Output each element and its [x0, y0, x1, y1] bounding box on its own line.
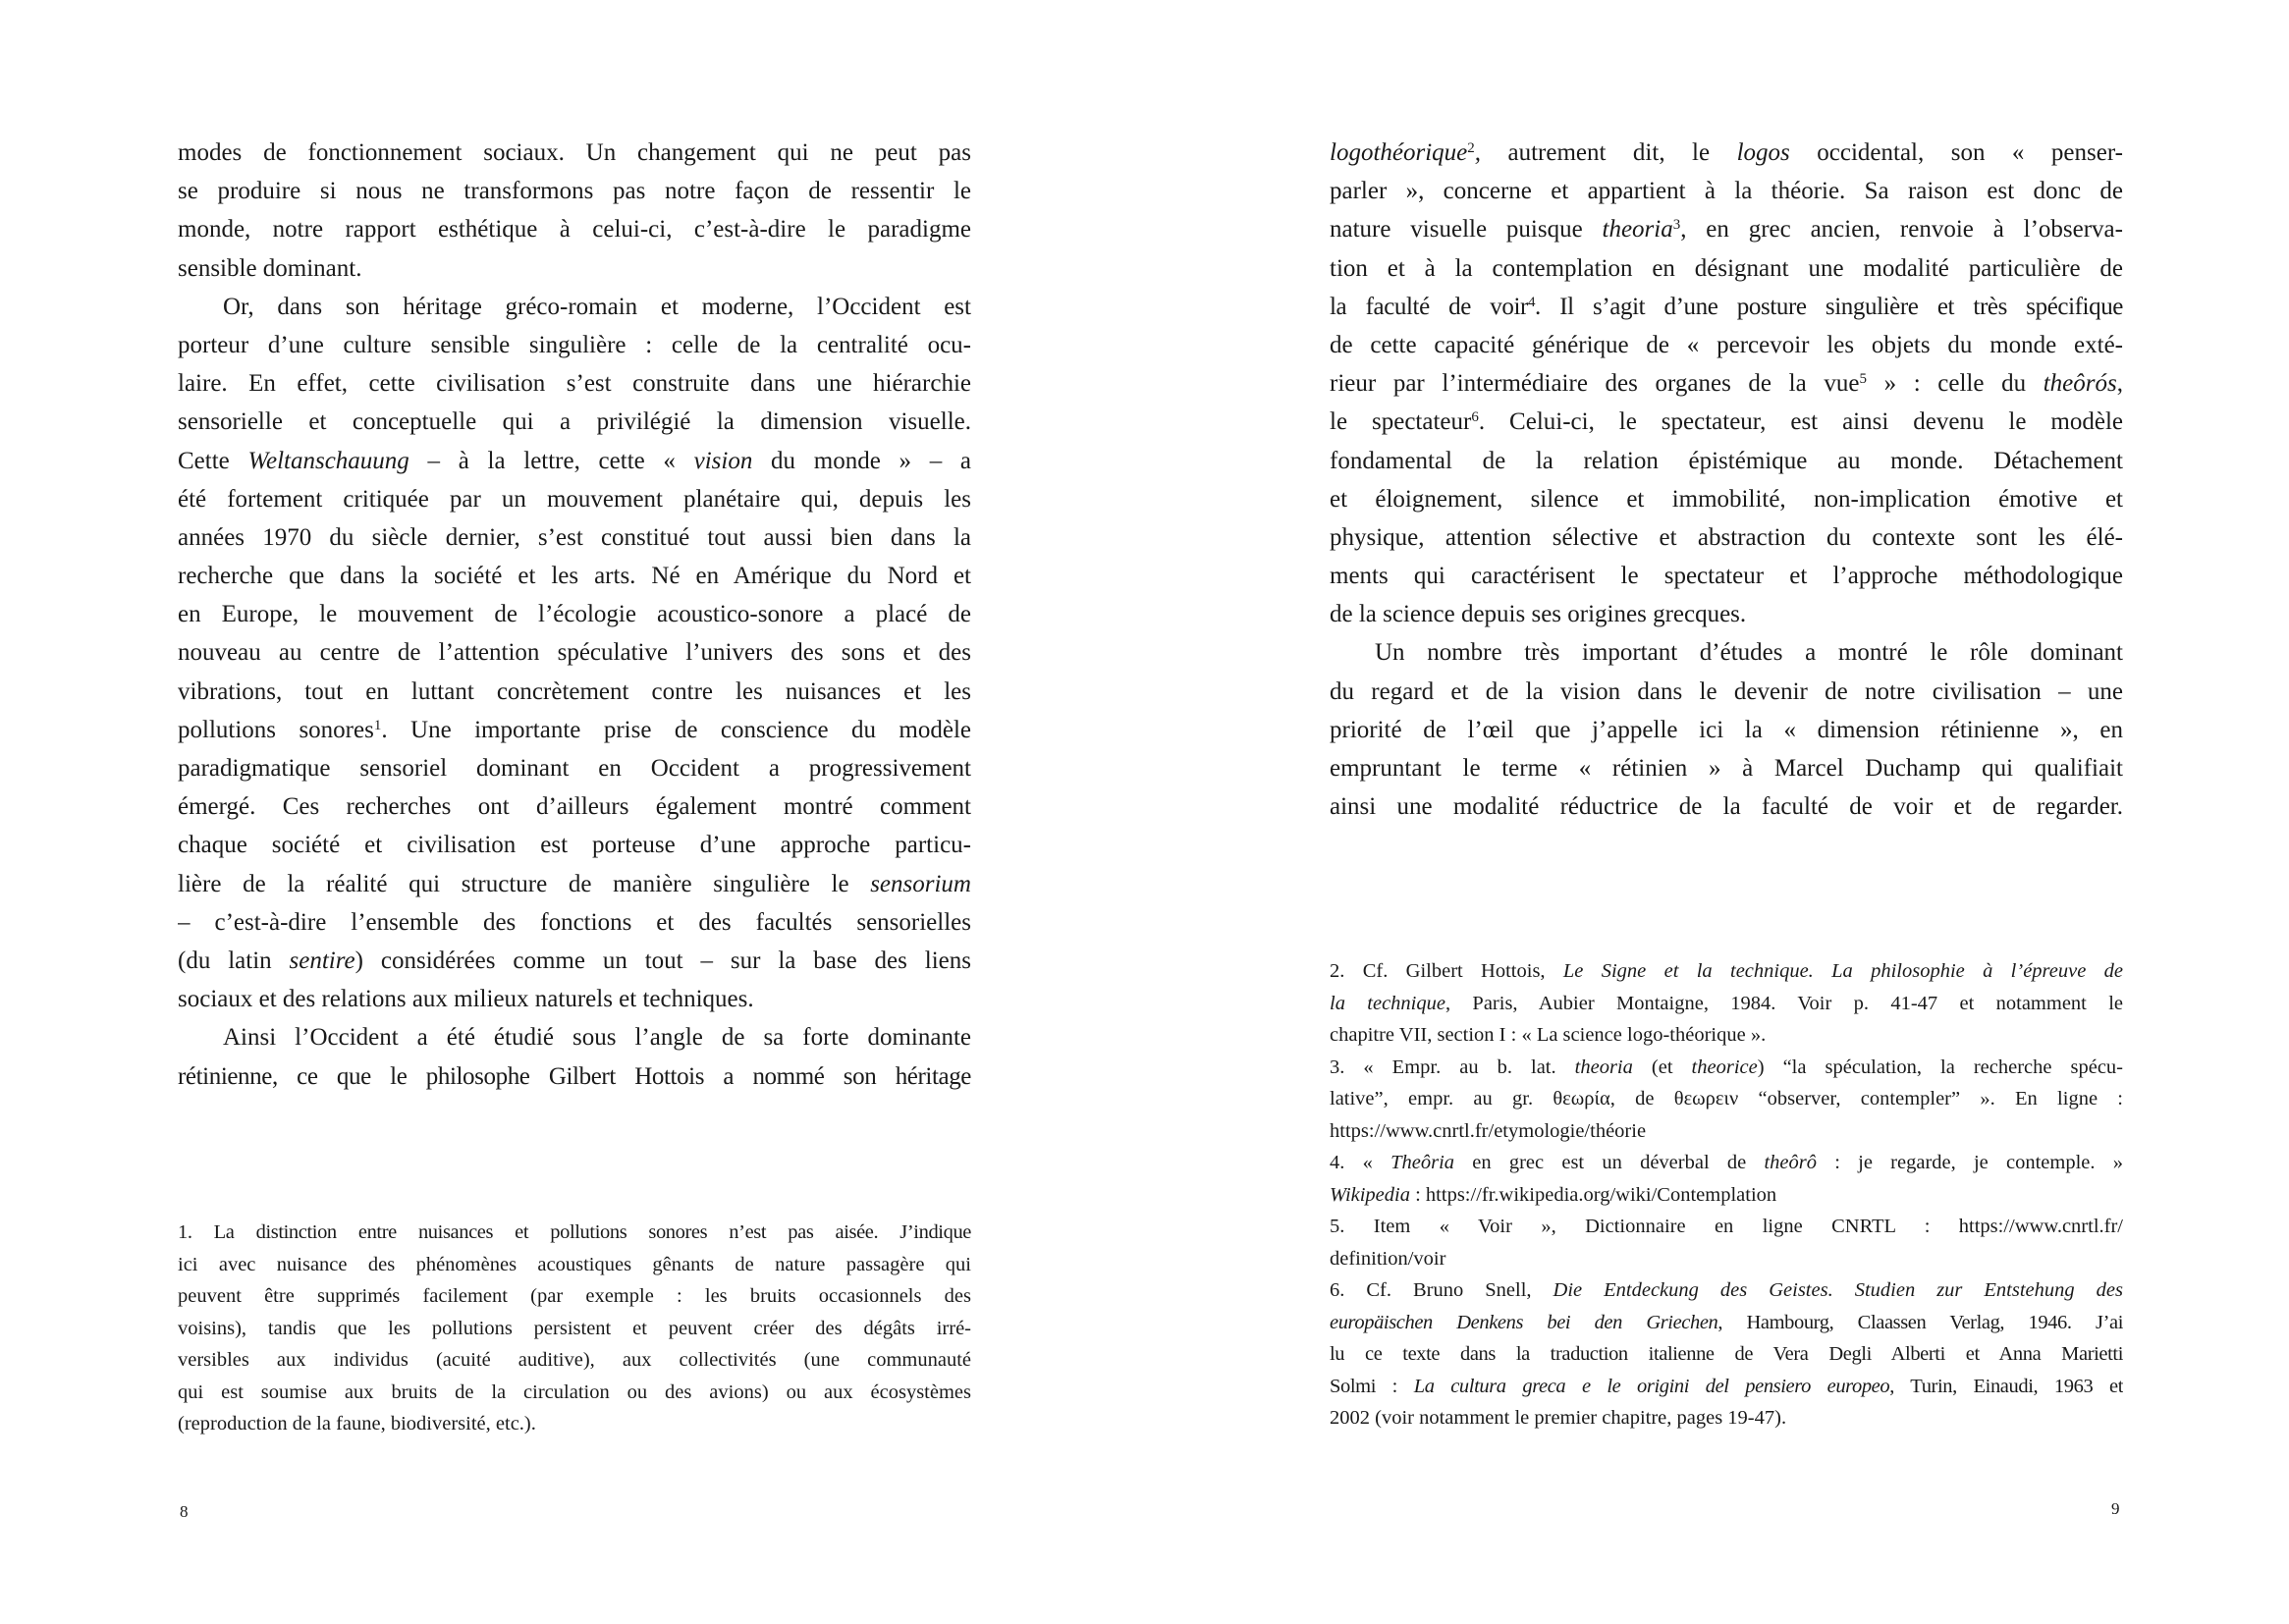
text-run: ici avec nuisance des phénomènes acoustiques gênants de nature passagère qui [178, 1253, 971, 1275]
footnote-line [1330, 1402, 2123, 1435]
text-run: vibrations, tout en luttant concrètement contre les nuisances et les [178, 677, 971, 705]
text-run: nouveau au centre de l’attention spéculative l’univers des sons et des [178, 639, 971, 667]
italic-text: theôrós [2043, 370, 2117, 398]
footnote-line [178, 1408, 971, 1440]
left-page-footnotes [178, 1217, 971, 1440]
text-run: nature visuelle puisque [1330, 216, 1603, 244]
text-run: Ainsi l’Occident a été étudié sous l’angle de sa forte dominante [223, 1024, 971, 1052]
text-run: versibles aux individus (acuité auditive), aux collectivités (une communauté [178, 1349, 971, 1371]
text-run: : https://fr.wikipedia.org/wiki/Contemplation [1409, 1183, 1777, 1206]
text-line [178, 1057, 971, 1096]
footnote-line [1330, 1307, 2123, 1339]
text-run: Or, dans son héritage gréco-romain et moderne, l’Occident est [223, 293, 971, 320]
footnote-marker: 3 [1672, 217, 1681, 234]
text-run: tion et à la contemplation en désignant une modalité particulière de [1330, 254, 2123, 282]
footnote-line [1330, 1147, 2123, 1179]
text-run: ) considérées comme un tout – sur la base des liens [354, 947, 971, 974]
text-run: 3. « Empr. au b. lat. [1330, 1056, 1575, 1078]
footnote-line [1330, 1338, 2123, 1371]
text-run: chapitre VII, section I : « La science logo-théorique ». [1330, 1024, 1767, 1046]
italic-text: sentire [289, 947, 355, 974]
footnote-line [1330, 1211, 2123, 1243]
italic-text: logos [1736, 139, 1790, 166]
right-page-footnotes [1330, 955, 2123, 1435]
italic-text: europäischen Denkens bei den Griechen [1330, 1311, 1718, 1333]
text-line [1330, 480, 2123, 518]
text-run: le spectateur [1330, 408, 1472, 436]
italic-text: la technique [1330, 992, 1445, 1014]
text-run: 2002 (voir notamment le premier chapitre, pages 19-47). [1330, 1407, 1787, 1429]
text-run: 2. Cf. Gilbert Hottois, [1330, 960, 1563, 982]
text-line [178, 1018, 971, 1056]
text-run: en grec est un déverbal de [1454, 1152, 1765, 1173]
text-run: et éloignement, silence et immobilité, non-implication émotive et [1330, 485, 2123, 513]
text-run: parler », concerne et appartient à la théorie. Sa raison est donc de [1330, 178, 2123, 205]
footnote-marker: 6 [1471, 409, 1479, 426]
text-line [1330, 172, 2123, 210]
text-run: peuvent être supprimés facilement (par exemple : les bruits occasionnels des [178, 1285, 971, 1307]
text-run: de cette capacité générique de « percevoir les objets du monde exté- [1330, 331, 2123, 358]
text-line [1330, 249, 2123, 288]
text-run: Solmi : [1330, 1375, 1414, 1397]
footnote-line [178, 1344, 971, 1377]
text-run: lière de la réalité qui structure de manière singulière le [178, 870, 871, 897]
footnote-line [1330, 1179, 2123, 1212]
text-line [1330, 557, 2123, 595]
footnote-line [1330, 1243, 2123, 1275]
text-line [1330, 673, 2123, 711]
left-page-body-text [178, 134, 971, 1096]
italic-text: theôrô [1764, 1152, 1817, 1173]
footnote-line [1330, 1052, 2123, 1084]
footnote-line [1330, 1019, 2123, 1052]
text-run: du monde » – a [752, 447, 971, 474]
right-page-body-text [1330, 134, 2123, 826]
text-line [1330, 210, 2123, 248]
italic-text: La cultura greca e le origini del pensiero europeo [1413, 1375, 1890, 1397]
footnote-line [178, 1377, 971, 1409]
italic-text: logothéorique [1330, 139, 1468, 166]
text-run: sensible dominant. [178, 254, 362, 282]
text-line [178, 134, 971, 172]
text-run: . Une importante prise de conscience du modèle [381, 716, 971, 743]
footnote-marker: 4 [1527, 294, 1536, 310]
text-run: , Turin, Einaudi, 1963 et [1889, 1375, 2123, 1397]
text-line [1330, 711, 2123, 749]
text-line [178, 942, 971, 980]
text-run: voisins), tandis que les pollutions persistent et peuvent créer des dégâts irré- [178, 1317, 971, 1339]
text-run: recherche que dans la société et les arts. Né en Amérique du Nord et [178, 563, 971, 590]
text-run: occidental, son « penser- [1789, 139, 2123, 166]
text-run: . Celui-ci, le spectateur, est ainsi devenu le modèle [1478, 408, 2123, 436]
italic-text: sensorium [870, 870, 971, 897]
text-run: sensorielle et conceptuelle qui a privilégié la dimension visuelle. [178, 408, 971, 436]
italic-text: Wikipedia [1330, 1183, 1410, 1206]
text-line [1330, 326, 2123, 364]
text-run: se produire si nous ne transformons pas notre façon de ressentir le [178, 178, 971, 205]
text-line [178, 749, 971, 787]
text-run: été fortement critiquée par un mouvement planétaire qui, depuis les [178, 485, 971, 513]
text-line [1330, 403, 2123, 441]
text-run: en Europe, le mouvement de l’écologie acoustico-sonore a placé de [178, 601, 971, 628]
footnote-line [1330, 955, 2123, 988]
footnote-marker: 2 [1467, 139, 1475, 156]
text-run: – c’est-à-dire l’ensemble des fonctions et des facultés sensorielles [178, 908, 971, 936]
text-run: : je regarde, je contemple. » [1817, 1152, 2123, 1173]
text-run: ) “la spéculation, la recherche spécu- [1757, 1056, 2123, 1078]
text-line [178, 633, 971, 672]
text-line [1330, 595, 2123, 633]
italic-text: theoria [1602, 216, 1673, 244]
text-line [178, 403, 971, 441]
text-line [178, 903, 971, 942]
text-run: modes de fonctionnement sociaux. Un changement qui ne peut pas [178, 139, 971, 166]
text-run: laire. En effet, cette civilisation s’est construite dans une hiérarchie [178, 370, 971, 398]
page-number-right: 9 [2111, 1499, 2120, 1518]
footnote-line [1330, 1274, 2123, 1307]
text-run: 1. La distinction entre nuisances et pollutions sonores n’est pas aisée. J’indique [178, 1221, 971, 1243]
text-run: années 1970 du siècle dernier, s’est constitué tout aussi bien dans la [178, 523, 971, 551]
text-line [178, 249, 971, 288]
text-run: . Il s’agit d’une posture singulière et très spécifique [1535, 293, 2123, 320]
text-run: Cette [178, 447, 248, 474]
text-run: , en grec ancien, renvoie à l’observa- [1680, 216, 2123, 244]
text-run: , [2116, 370, 2123, 398]
footnote-line [1330, 1083, 2123, 1115]
text-run: lu ce texte dans la traduction italienne de Vera Degli Alberti et Anna Marietti [1330, 1343, 2123, 1365]
text-line [1330, 518, 2123, 557]
text-line [178, 172, 971, 210]
italic-text: Theôria [1390, 1152, 1455, 1173]
footnote-marker: 1 [373, 717, 382, 733]
text-run: 5. Item « Voir », Dictionnaire en ligne CNRTL : https://www.cnrtl.fr/ [1330, 1216, 2123, 1237]
text-line [178, 865, 971, 903]
text-line [178, 673, 971, 711]
italic-text: theoria [1574, 1056, 1633, 1078]
text-line [178, 442, 971, 480]
text-run: empruntant le terme « rétinien » à Marcel Duchamp qui qualifiait [1330, 755, 2123, 782]
text-run: monde, notre rapport esthétique à celui-ci, c’est-à-dire le paradigme [178, 216, 971, 244]
text-run: – à la lettre, cette « [409, 447, 694, 474]
text-run: https://www.cnrtl.fr/etymologie/théorie [1330, 1119, 1647, 1142]
text-run: émergé. Ces recherches ont d’ailleurs également montré comment [178, 793, 971, 821]
text-run: (et [1632, 1056, 1692, 1078]
text-line [178, 787, 971, 826]
italic-text: Weltanschauung [247, 447, 409, 474]
text-line [178, 518, 971, 557]
footnote-line [178, 1313, 971, 1345]
text-run: fondamental de la relation épistémique au monde. Détachement [1330, 447, 2123, 474]
text-run: pollutions sonores [178, 716, 374, 743]
footnote-marker: 5 [1859, 370, 1867, 387]
italic-text: Le Signe et la technique. La philosophie à l’épreuve de [1562, 960, 2123, 982]
text-line [1330, 633, 2123, 672]
text-run: de la science depuis ses origines grecques. [1330, 601, 1747, 628]
text-run: autrement dit, le [1481, 139, 1737, 166]
text-run: chaque société et civilisation est porteuse d’une approche particu- [178, 832, 971, 859]
text-run: lative”, empr. au gr. θεωρία, de θεωρειν “observer, contempler” ». En ligne : [1330, 1088, 2123, 1110]
text-run: porteur d’une culture sensible singulière : celle de la centralité ocu- [178, 331, 971, 358]
text-run: , Paris, Aubier Montaigne, 1984. Voir p. 41-47 et notamment le [1444, 992, 2123, 1014]
italic-text: , [1474, 139, 1482, 166]
text-run: (reproduction de la faune, biodiversité, etc.). [178, 1413, 536, 1435]
text-line [1330, 787, 2123, 826]
text-run: la faculté de voir [1330, 293, 1528, 320]
text-line [178, 480, 971, 518]
text-line [178, 364, 971, 403]
text-run: ments qui caractérisent le spectateur et l’approche méthodologique [1330, 563, 2123, 590]
text-run: sociaux et des relations aux milieux naturels et techniques. [178, 986, 754, 1013]
footnote-line [178, 1249, 971, 1281]
footnote-line [178, 1280, 971, 1313]
text-line [178, 826, 971, 864]
text-run: paradigmatique sensoriel dominant en Occident a progressivement [178, 755, 971, 782]
text-run: Un nombre très important d’études a montré le rôle dominant [1375, 639, 2123, 667]
text-run: definition/voir [1330, 1247, 1446, 1270]
text-line [178, 288, 971, 326]
page-number-left: 8 [180, 1502, 189, 1521]
text-run: rieur par l’intermédiaire des organes de la vue [1330, 370, 1860, 398]
text-run: ainsi une modalité réductrice de la faculté de voir et de regarder. [1330, 793, 2123, 821]
footnote-line [1330, 1115, 2123, 1148]
italic-text: vision [693, 447, 753, 474]
text-line [178, 980, 971, 1018]
text-run: du regard et de la vision dans le devenir de notre civilisation – une [1330, 677, 2123, 705]
italic-text: theorice [1691, 1056, 1758, 1078]
text-run: physique, attention sélective et abstraction du contexte sont les élé- [1330, 523, 2123, 551]
text-line [1330, 288, 2123, 326]
text-run: 6. Cf. Bruno Snell, [1330, 1279, 1553, 1301]
text-line [178, 557, 971, 595]
footnote-line [1330, 1371, 2123, 1403]
text-run: 4. « [1330, 1152, 1391, 1173]
text-run: qui est soumise aux bruits de la circulation ou des avions) ou aux écosystèmes [178, 1380, 971, 1403]
text-run: » : celle du [1866, 370, 2044, 398]
text-run: rétinienne, ce que le philosophe Gilbert Hottois a nommé son héritage [178, 1062, 971, 1090]
text-line [178, 711, 971, 749]
text-line [178, 326, 971, 364]
text-line [1330, 134, 2123, 172]
text-line [178, 210, 971, 248]
text-run: priorité de l’œil que j’appelle ici la « dimension rétinienne », en [1330, 716, 2123, 743]
text-line [178, 595, 971, 633]
text-line [1330, 442, 2123, 480]
text-line [1330, 749, 2123, 787]
footnote-line [1330, 988, 2123, 1020]
italic-text: Die Entdeckung des Geistes. Studien zur Entstehung des [1553, 1279, 2123, 1301]
text-line [1330, 364, 2123, 403]
footnote-line [178, 1217, 971, 1249]
text-run: (du latin [178, 947, 290, 974]
text-run: , Hambourg, Claassen Verlag, 1946. J’ai [1717, 1311, 2123, 1333]
